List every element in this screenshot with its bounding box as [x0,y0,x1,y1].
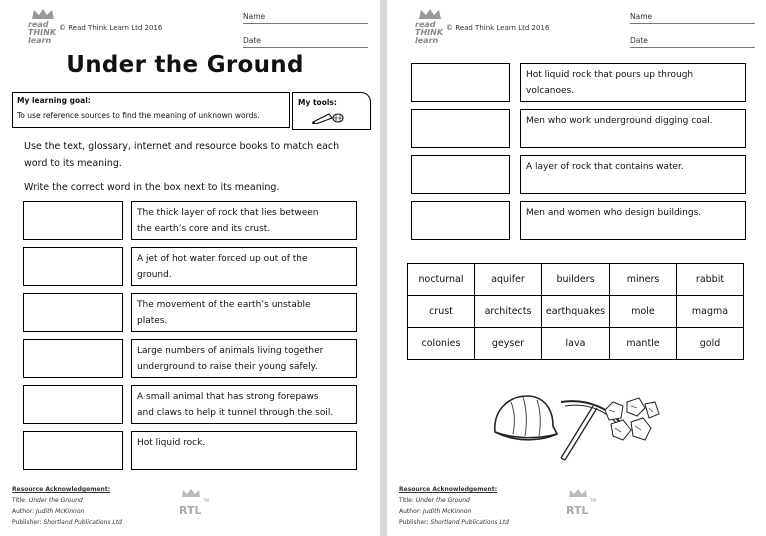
answer-box[interactable] [23,339,123,378]
word-cell: nocturnal [408,264,475,296]
answer-box[interactable] [411,109,510,148]
rtl-logo: RTL TM [565,488,591,522]
gold-nuggets-icon [601,396,661,450]
instruction-line-2: word to its meaning. [24,158,122,169]
crown-icon [181,488,201,498]
hard-hat-icon [495,396,557,440]
word-cell: mantle [610,328,677,360]
definition-card: A small animal that has strong forepaws and claws to help it tunnel through the soil. [131,385,357,424]
definition-card: The thick layer of rock that lies between the earth’s core and its crust. [131,201,357,240]
word-cell: aquifer [475,264,542,296]
answer-box[interactable] [411,63,510,102]
my-tools-heading: My tools: [298,98,337,107]
answer-box[interactable] [23,201,123,240]
worksheet-page-2 [387,0,766,536]
word-cell: magma [677,296,744,328]
answer-box[interactable] [411,155,510,194]
word-cell: crust [408,296,475,328]
learning-goal-box [12,92,290,128]
definition-card: Hot liquid rock that pours up through volcanoes. [520,63,746,102]
word-cell: builders [542,264,610,296]
word-cell: rabbit [677,264,744,296]
word-cell: gold [677,328,744,360]
resource-acknowledgement: Resource Acknowledgement: Title: Under the Ground Author: Judith McKinnon Publisher: Shortland Publications Ltd [399,486,509,526]
read-think-learn-logo: read THINK learn [28,8,58,50]
crown-icon [31,8,55,20]
word-cell: architects [475,296,542,328]
answer-box[interactable] [23,293,123,332]
answer-box[interactable] [23,385,123,424]
answer-box[interactable] [23,247,123,286]
learning-goal-text: To use reference sources to find the meaning of unknown words. [17,111,260,120]
definition-card: A layer of rock that contains water. [520,155,746,194]
read-think-learn-logo: read THINK learn [415,8,445,50]
definition-card: Men and women who design buildings. [520,201,746,240]
definition-card: A jet of hot water forced up out of the ground. [131,247,357,286]
answer-box[interactable] [411,201,510,240]
name-field[interactable]: Name [630,12,755,24]
word-cell: mole [610,296,677,328]
crown-icon [418,8,442,20]
definition-card: The movement of the earth’s unstable plates. [131,293,357,332]
pencil-icon [311,110,345,124]
resource-acknowledgement: Resource Acknowledgement: Title: Under the Ground Author: Judith McKinnon Publisher: Shortland Publications Ltd [12,486,122,526]
word-cell: colonies [408,328,475,360]
copyright-text: © Read Think Learn Ltd 2016 [59,24,163,32]
learning-goal-heading: My learning goal: [17,96,91,105]
rtl-logo: RTL TM [178,488,204,522]
crown-icon [568,488,588,498]
copyright-text: © Read Think Learn Ltd 2016 [446,24,550,32]
name-field[interactable]: Name [243,12,368,24]
instruction-line-1: Use the text, glossary, internet and resource books to match each [24,141,340,152]
definition-card: Men who work underground digging coal. [520,109,746,148]
page-title: Under the Ground [66,52,304,78]
word-cell: earthquakes [542,296,610,328]
definition-card: Large numbers of animals living together underground to raise their young safely. [131,339,357,378]
definition-card: Hot liquid rock. [131,431,357,470]
date-field[interactable]: Date [630,36,755,48]
instruction-line-3: Write the correct word in the box next to its meaning. [24,182,280,193]
word-cell: lava [542,328,610,360]
word-bank [407,263,744,360]
my-tools-box [292,92,371,130]
date-field[interactable]: Date [243,36,368,48]
worksheet-page-1 [0,0,380,536]
word-cell: miners [610,264,677,296]
word-cell: geyser [475,328,542,360]
answer-box[interactable] [23,431,123,470]
